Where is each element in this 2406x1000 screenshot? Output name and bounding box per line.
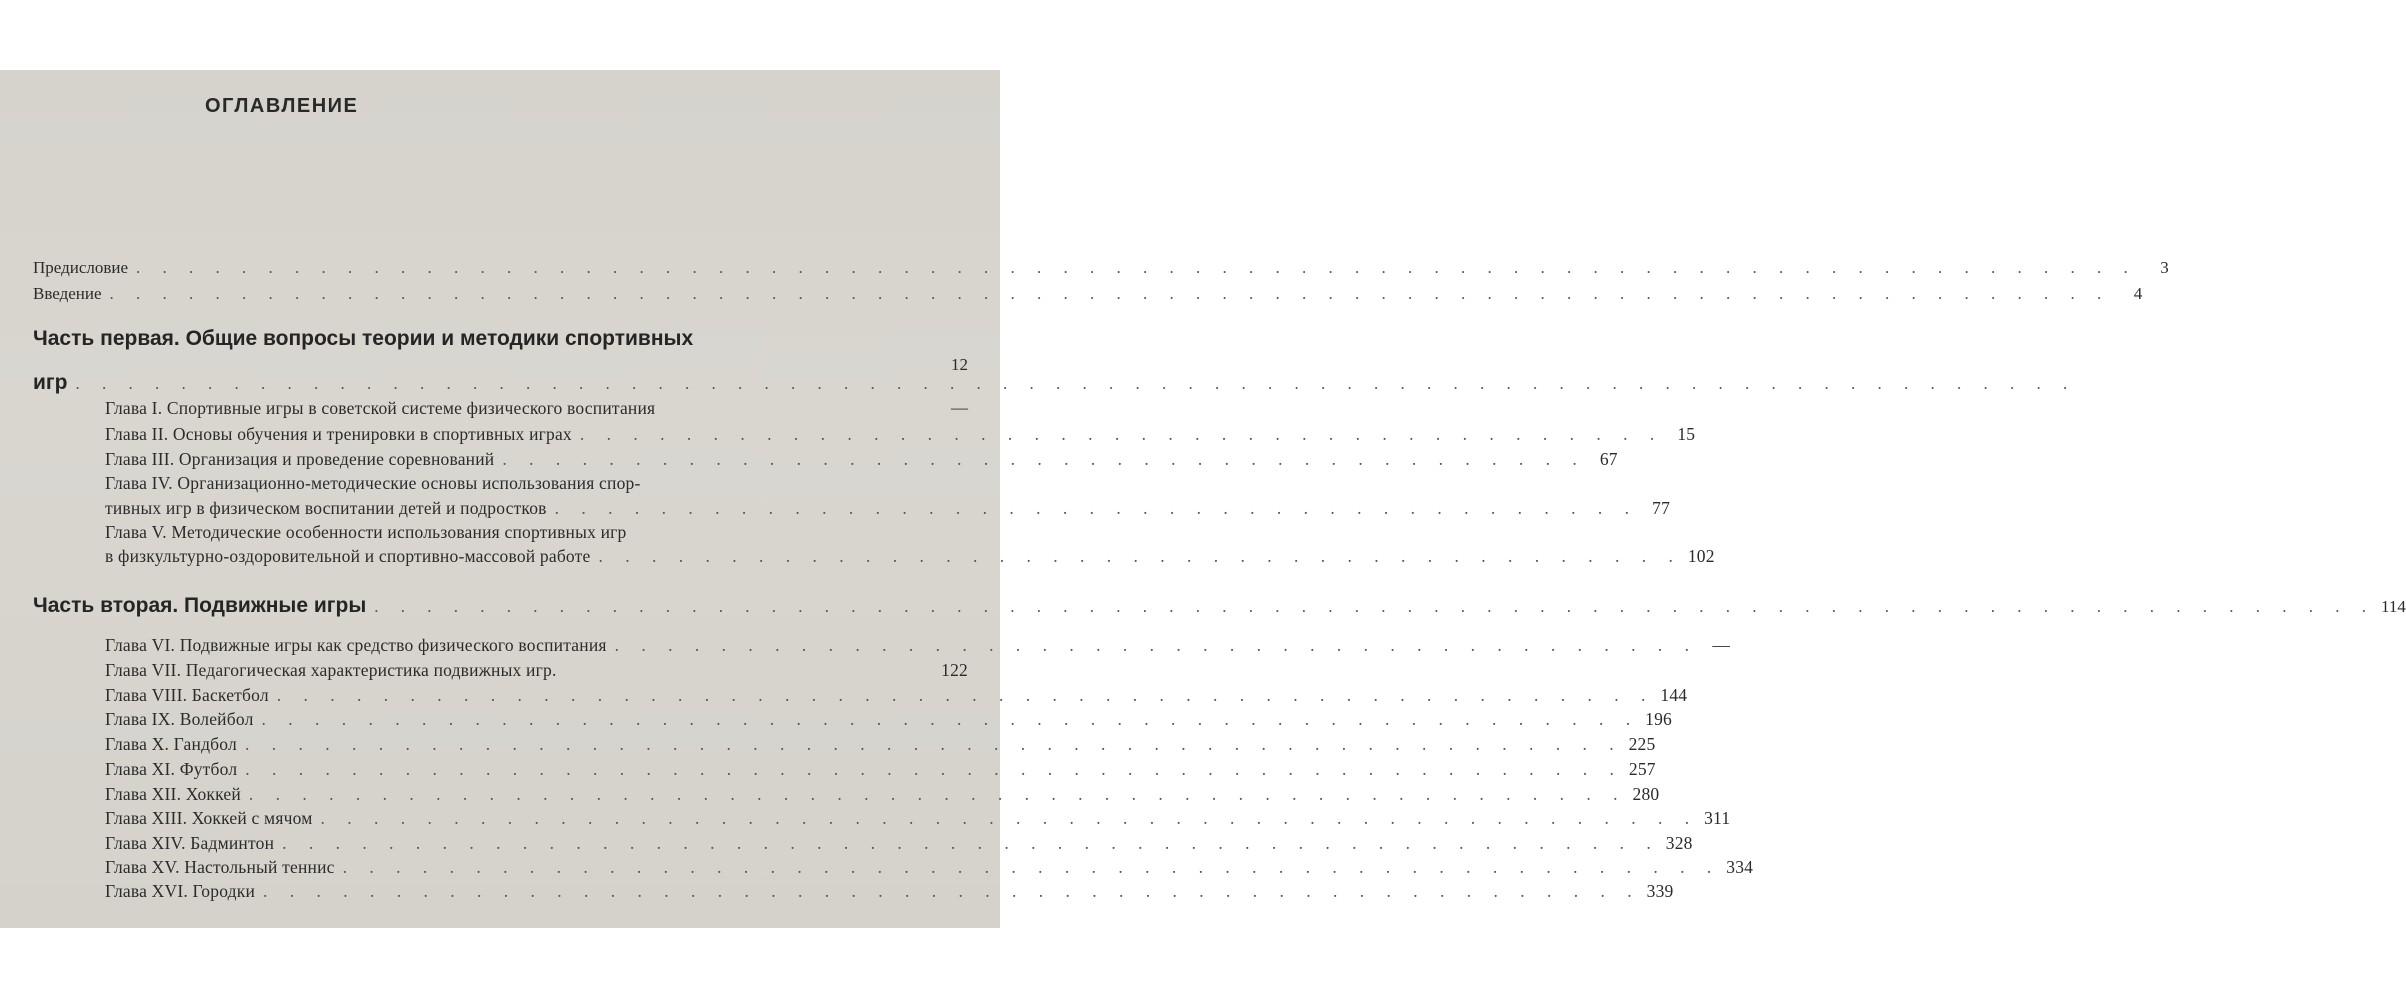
entry-title: в физкультурно-оздоровительной и спортивно-массовой работе — [105, 546, 591, 566]
toc-entry-chapter-4-line2[interactable] — [105, 498, 1671, 519]
entry-page: 328 — [1665, 833, 1693, 853]
entry-page: 4 — [2133, 284, 2143, 303]
entry-page: 225 — [1628, 734, 1656, 754]
entry-page: 257 — [1628, 759, 1656, 779]
toc-entry-chapter-9[interactable] — [105, 709, 1672, 730]
leader-dots: . . . . . . . . . . . . . . . . . . . . . . . . . . . . . . . . . . . . . . . . . — [579, 424, 1664, 444]
entry-title: Глава III. Организация и проведение соревнований — [105, 449, 495, 469]
entry-title: Глава VIII. Баскетбол — [105, 685, 269, 705]
leader-dots: . . . . . . . . . . . . . . . . . . . . . . . . . . . . . . . . . . . . . . . . . — [554, 498, 1639, 518]
toc-entry-chapter-7[interactable] — [105, 660, 968, 681]
entry-page: 339 — [1646, 881, 1674, 901]
leader-dots: . . . . . . . . . . . . . . . . . . . . . . . . . . . . . . . . . . . . . . . . . . . . . . . . . . . . . . . . . . . . . . . . . . . . . . . . . . . . — [109, 284, 2111, 303]
toc-entry-chapter-6[interactable] — [105, 635, 1731, 656]
leader-dots: . . . . . . . . . . . . . . . . . . . . . . . . . . . . . . . . . . . . . . . . . . . . . . . . . . . . — [244, 734, 1623, 754]
toc-entry-chapter-14[interactable] — [105, 833, 1693, 854]
leader-dots: . . . . . . . . . . . . . . . . . . . . . . . . . . . . . . . . . . . . . . . . . — [614, 635, 1699, 655]
entry-title: Глава VI. Подвижные игры как средство физического воспитания — [105, 635, 607, 655]
toc-entry-chapter-3[interactable] — [105, 449, 1618, 470]
toc-entry-chapter-5-line1[interactable]: Глава V. Методические особенности использования спортивных игр — [105, 522, 627, 542]
leader-dots: . . . . . . . . . . . . . . . . . . . . . . . . . . . . . . . . . . . . . . . . . . . . . . . . . . . . . . . . . . . . . . . . . . . . . . . . . . . . — [136, 258, 2137, 277]
leader-dots: . . . . . . . . . . . . . . . . . . . . . . . . . . . . . . . . . . . . . . . . . . . . . . . . . . . . — [342, 857, 1721, 877]
part2-title-row[interactable] — [33, 594, 2406, 618]
part1-page: 12 — [951, 355, 968, 374]
entry-title: Глава XII. Хоккей — [105, 784, 241, 804]
toc-entry-chapter-5-line2[interactable] — [105, 546, 1715, 567]
entry-title: Глава II. Основы обучения и тренировки в спортивных играх — [105, 424, 572, 444]
toc-entry-chapter-15[interactable] — [105, 857, 1754, 878]
entry-title: Глава XIV. Бадминтон — [105, 833, 275, 853]
toc-entry-introduction[interactable] — [33, 284, 2143, 304]
entry-page: 15 — [1677, 424, 1696, 444]
toc-entry-chapter-16[interactable] — [105, 881, 1674, 902]
toc-entry-chapter-11[interactable] — [105, 759, 1656, 780]
leader-dots: . . . . . . . . . . . . . . . . . . . . . . . . . . . . . . . . . . . . . . . . . . . . . . . . . . . . — [263, 881, 1641, 901]
entry-page: 280 — [1632, 784, 1660, 804]
entry-title: Глава XI. Футбол — [105, 759, 238, 779]
entry-title: Глава X. Гандбол — [105, 734, 237, 754]
leader-dots: . . . . . . . . . . . . . . . . . . . . . . . . . . . . . . . . . . . . . . . . . . . . . . . . . . . . — [245, 759, 1623, 779]
toc-entry-chapter-4-line1[interactable]: Глава IV. Организационно-методические основы использования спор- — [105, 473, 641, 493]
entry-page: — — [1712, 635, 1731, 655]
entry-page: 334 — [1726, 857, 1754, 877]
entry-title: тивных игр в физическом воспитании детей и подростков — [105, 498, 547, 518]
leader-dots: . . . . . . . . . . . . . . . . . . . . . . . . . . . . . . . . . . . . . . . . . . . . . . . . . . . . — [282, 833, 1660, 853]
part2-title: Часть вторая. Подвижные игры — [33, 594, 367, 617]
toc-entry-chapter-1[interactable]: Глава I. Спортивные игры в советской системе физического воспитания — [105, 398, 656, 418]
entry-page: 77 — [1652, 498, 1671, 518]
toc-entry-chapter-2[interactable] — [105, 424, 1696, 445]
leader-dots: . . . . . . . . . . . . . . . . . . . . . . . . . . . . . . . . . . . . . . . . . . . . . . . . . . . . . . . . . . . . . . . . . . . . . . . . . . . . — [374, 597, 2376, 616]
part2-page: 114 — [2381, 597, 2406, 616]
entry-page: 102 — [1687, 546, 1715, 566]
entry-page: 144 — [1660, 685, 1688, 705]
toc-entry-preface[interactable] — [33, 258, 2169, 278]
toc-page — [0, 70, 2406, 928]
leader-dots: . . . . . . . . . . . . . . . . . . . . . . . . . . . . . . . . . . . . . . . . . . . . . . . . . . . . — [276, 685, 1655, 705]
leader-dots: . . . . . . . . . . . . . . . . . . . . . . . . . . . . . . . . . . . . . . . . . . . . . . . . . . . . — [248, 784, 1627, 804]
entry-title: Глава XV. Настольный теннис — [105, 857, 335, 877]
part1-title-line2-row[interactable] — [33, 371, 2077, 395]
entry-title: Глава XVI. Городки — [105, 881, 256, 901]
entry-page: 3 — [2160, 258, 2169, 277]
entry-page: 196 — [1645, 709, 1672, 729]
leader-dots: . . . . . . . . . . . . . . . . . . . . . . . . . . . . . . . . . . . . . . . . . . . . . . . . . . . . — [320, 808, 1699, 828]
chapter-1-page: — — [951, 398, 968, 417]
toc-entry-chapter-10[interactable] — [105, 734, 1656, 755]
entry-title: Введение — [33, 284, 102, 303]
entry-title: Глава IX. Волейбол — [105, 709, 254, 729]
leader-dots — [557, 660, 936, 681]
part1-title-line2: игр — [33, 371, 68, 394]
entry-title: Глава XIII. Хоккей с мячом — [105, 808, 313, 828]
entry-title: Глава VII. Педагогическая характеристика подвижных игр. — [105, 660, 557, 680]
leader-dots: . . . . . . . . . . . . . . . . . . . . . . . . . . . . . . . . . . . . . . . . . . . . . . . . . . . . . . . . . . . . . . . . . . . . . . . . . . . . — [75, 374, 2077, 393]
leader-dots: . . . . . . . . . . . . . . . . . . . . . . . . . . . . . . . . . . . . . . . . . — [502, 449, 1586, 469]
entry-title: Предисловие — [33, 258, 129, 277]
toc-entry-chapter-8[interactable] — [105, 685, 1688, 706]
entry-page: 67 — [1599, 449, 1618, 469]
toc-entry-chapter-13[interactable] — [105, 808, 1731, 829]
leader-dots: . . . . . . . . . . . . . . . . . . . . . . . . . . . . . . . . . . . . . . . . . . . . . . . . . . . . — [261, 709, 1640, 729]
toc-entry-chapter-12[interactable] — [105, 784, 1660, 805]
entry-page: 122 — [941, 660, 968, 680]
part1-title-line1[interactable]: Часть первая. Общие вопросы теории и методики спортивных — [33, 327, 694, 350]
entry-page: 311 — [1704, 808, 1731, 828]
leader-dots: . . . . . . . . . . . . . . . . . . . . . . . . . . . . . . . . . . . . . . . . . — [598, 546, 1682, 566]
page-heading: ОГЛАВЛЕНИЕ — [205, 95, 359, 117]
